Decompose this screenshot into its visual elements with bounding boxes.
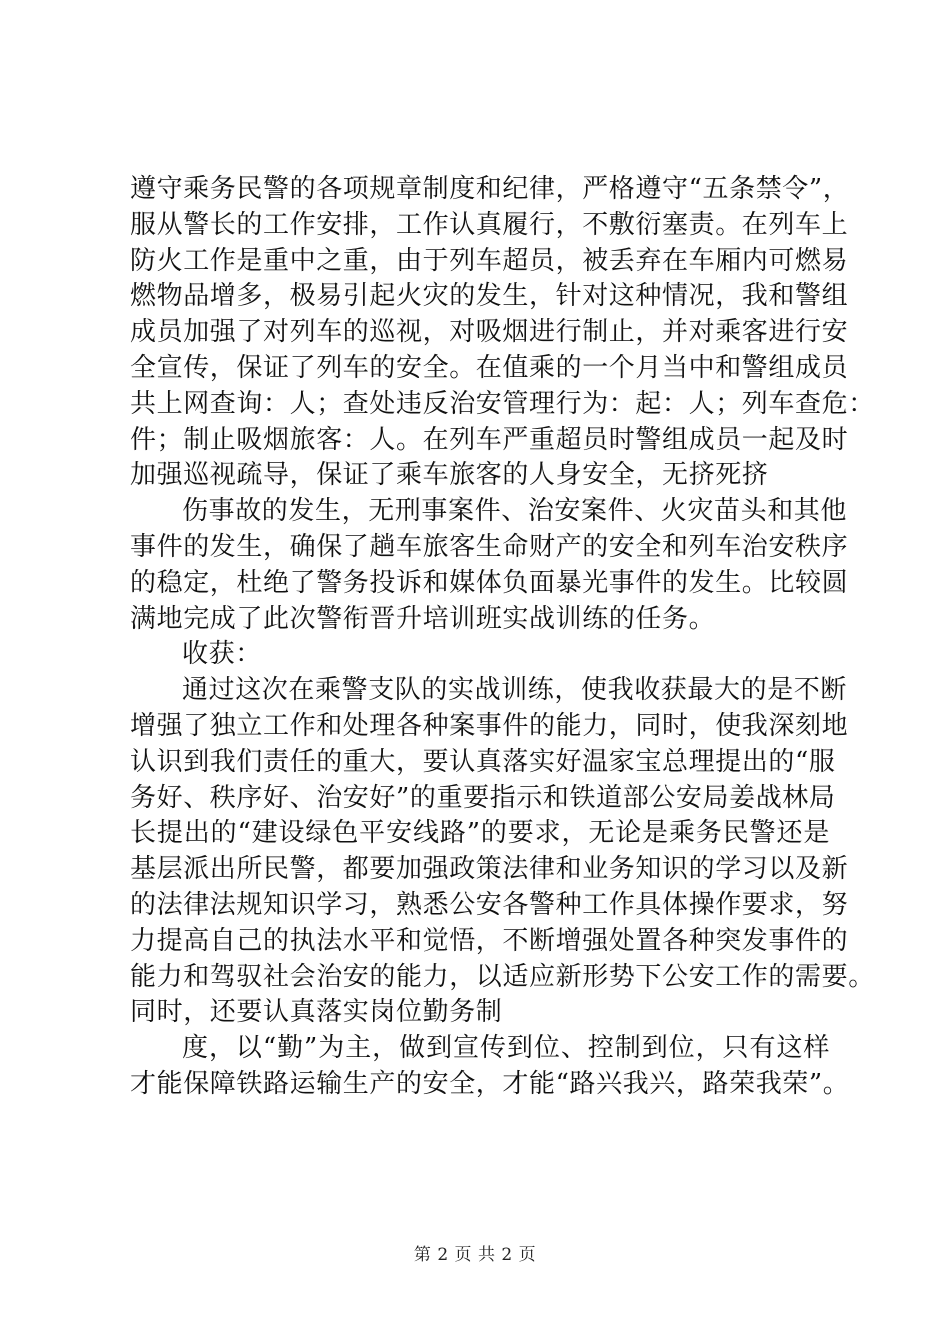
text-line: 务好、秩序好、治安好”的重要指示和铁道部公安局姜战林局: [130, 782, 836, 813]
text-line: 成员加强了对列车的巡视，对吸烟进行制止，并对乘客进行安: [130, 317, 849, 348]
text-line: 通过这次在乘警支队的实战训练，使我收获最大的是不断: [182, 675, 848, 706]
text-line: 件；制止吸烟旅客：人。在列车严重超员时警组成员一起及时: [130, 424, 849, 455]
text-line: 燃物品增多，极易引起火灾的发生，针对这种情况，我和警组: [130, 281, 849, 312]
text-line: 长提出的“建设绿色平安线路”的要求，无论是乘务民警还是: [130, 818, 830, 849]
text-line: 伤事故的发生，无刑事案件、治安案件、火灾苗头和其他: [182, 496, 848, 527]
text-line: 度，以“勤”为主，做到宣传到位、控制到位，只有这样: [182, 1033, 830, 1064]
text-line: 力提高自己的执法水平和觉悟，不断增强处置各种突发事件的: [130, 925, 849, 956]
text-line: 能力和驾驭社会治安的能力，以适应新形势下公安工作的需要。: [130, 961, 875, 992]
text-line: 满地完成了此次警衔晋升培训班实战训练的任务。: [130, 603, 716, 634]
text-line: 全宣传，保证了列车的安全。在值乘的一个月当中和警组成员: [130, 352, 849, 383]
text-line: 的稳定，杜绝了警务投诉和媒体负面暴光事件的发生。比较圆: [130, 567, 849, 598]
text-line: 基层派出所民警，都要加强政策法律和业务知识的学习以及新: [130, 854, 849, 885]
text-line: 共上网查询：人；查处违反治安管理行为：起：人；列车查危：: [130, 388, 875, 419]
text-line: 的法律法规知识学习，熟悉公安各警种工作具体操作要求，努: [130, 889, 849, 920]
text-line: 加强巡视疏导，保证了乘车旅客的人身安全，无挤死挤: [130, 460, 769, 491]
text-line: 服从警长的工作安排，工作认真履行，不敷衍塞责。在列车上: [130, 209, 849, 240]
text-line: 收获：: [182, 639, 262, 670]
text-line: 增强了独立工作和处理各种案事件的能力，同时，使我深刻地: [130, 710, 849, 741]
text-line: 认识到我们责任的重大，要认真落实好温家宝总理提出的“服: [130, 746, 836, 777]
text-line: 防火工作是重中之重，由于列车超员，被丢弃在车厢内可燃易: [130, 245, 849, 276]
text-line: 才能保障铁路运输生产的安全，才能“路兴我兴，路荣我荣”。: [130, 1068, 850, 1099]
text-line: 事件的发生，确保了趟车旅客生命财产的安全和列车治安秩序: [130, 531, 849, 562]
text-line: 遵守乘务民警的各项规章制度和纪律，严格遵守“五条禁令”，: [130, 174, 850, 204]
text-line: 同时，还要认真落实岗位勤务制: [130, 997, 503, 1028]
page-footer: 第 2 页 共 2 页: [413, 1245, 537, 1265]
document-body: [130, 172, 875, 1103]
